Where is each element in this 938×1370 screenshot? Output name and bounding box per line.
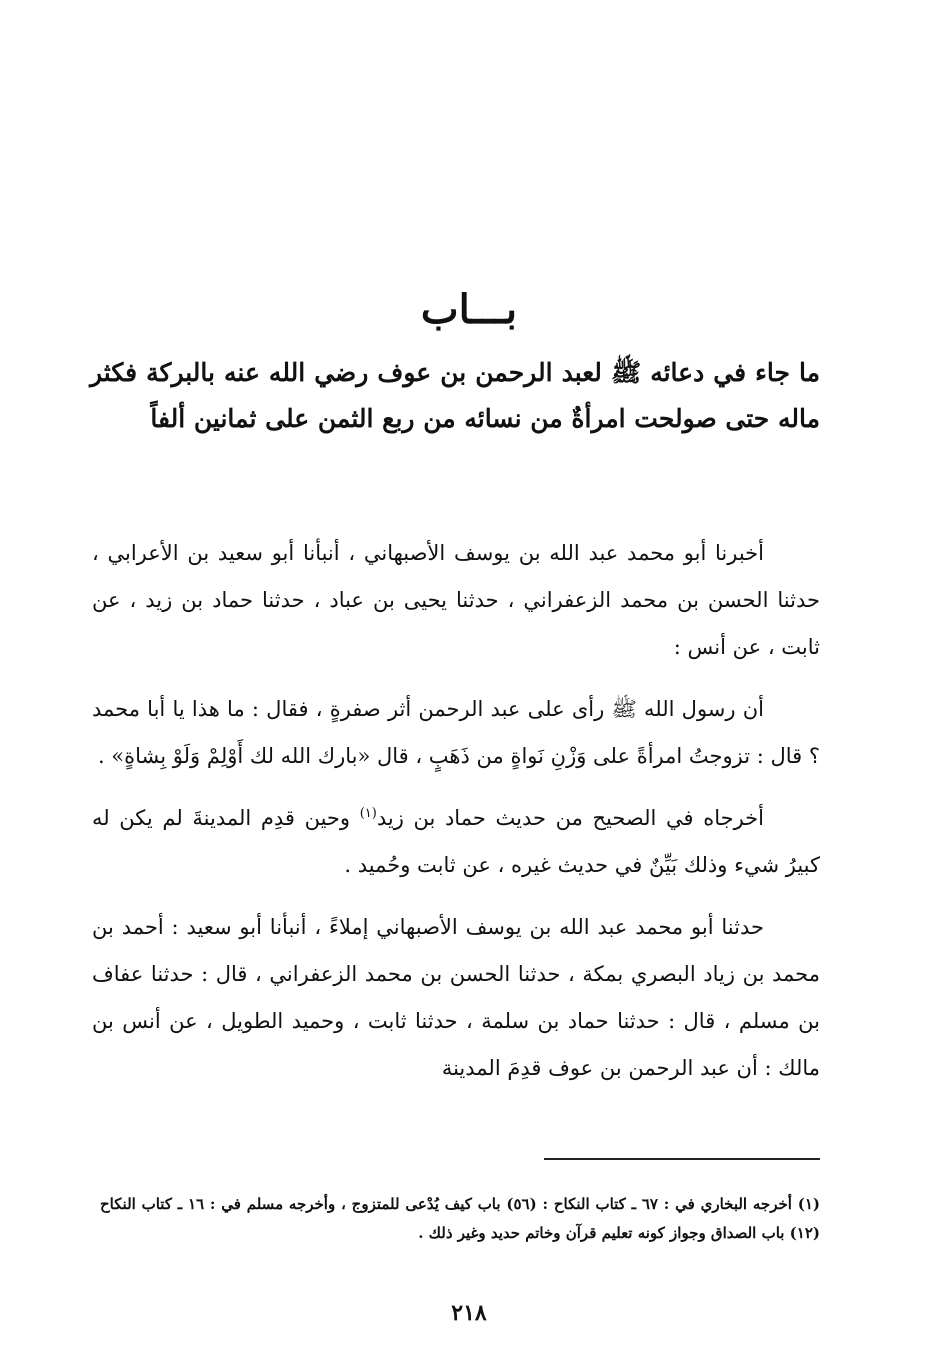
paragraph-takhrij	[92, 795, 820, 889]
main-text	[92, 530, 820, 1107]
paragraph-isnad-2: حدثنا أبو محمد عبد الله بن يوسف الأصبهاني إملاءً ، أنبأنا أبو سعيد : أحمد بن محمد بن زياد البصري بمكة ، حدثنا الحسن بن محمد الزعفراني ، قال : حدثنا عفاف بن مسلم ، قال : حدثنا حماد بن سلمة ، حدثنا ثابت ، وحميد الطويل ، عن أنس بن مالك : أن عبد الرحمن بن عوف قدِمَ المدينة	[92, 915, 820, 1080]
page-number: ٢١٨	[451, 1300, 487, 1326]
chapter-title: ما جاء في دعائه ﷺ لعبد الرحمن بن عوف رضي الله عنه بالبركة فكثر ماله حتى صولحت امرأةٌ من نسائه من ربع الثمن على ثمانين ألفاً	[90, 358, 820, 433]
footnote-divider	[544, 1158, 820, 1160]
footnote: (١) أخرجه البخاري في : ٦٧ ـ كتاب النكاح : (٥٦) باب كيف يُدْعى للمتزوج ، وأخرجه مسلم في : ١٦ ـ كتاب النكاح (١٢) باب الصداق وجواز كونه تعليم قرآن وخاتم حديد وغير ذلك .	[100, 1195, 820, 1242]
footnote-reference: (١)	[359, 806, 377, 821]
paragraph-hadith-1: أن رسول الله ﷺ رأى على عبد الرحمن أثر صفرةٍ ، فقال : ما هذا يا أبا محمد ؟ قال : تزوجتُ امرأةً على وَزْنِ نَواةٍ من ذَهَبٍ ، قال «بارك الله لك أَوْلِمْ وَلَوْ بِشاةٍ» .	[92, 697, 820, 768]
chapter-heading: بـــاب	[420, 286, 518, 333]
paragraph-takhrij-text-before: أخرجاه في الصحيح من حديث حماد بن زيد	[376, 806, 764, 830]
paragraph-takhrij-text-after: وحين قدِم المدينةَ لم يكن له كبيرُ شيء وذلك بَيِّنٌ في حديث غيره ، عن ثابت وحُميد .	[92, 806, 820, 877]
paragraph-isnad-1: أخبرنا أبو محمد عبد الله بن يوسف الأصبهاني ، أنبأنا أبو سعيد بن الأعرابي ، حدثنا الحسن بن محمد الزعفراني ، حدثنا يحيى بن عباد ، حدثنا حماد بن زيد ، عن ثابت ، عن أنس :	[92, 541, 820, 659]
